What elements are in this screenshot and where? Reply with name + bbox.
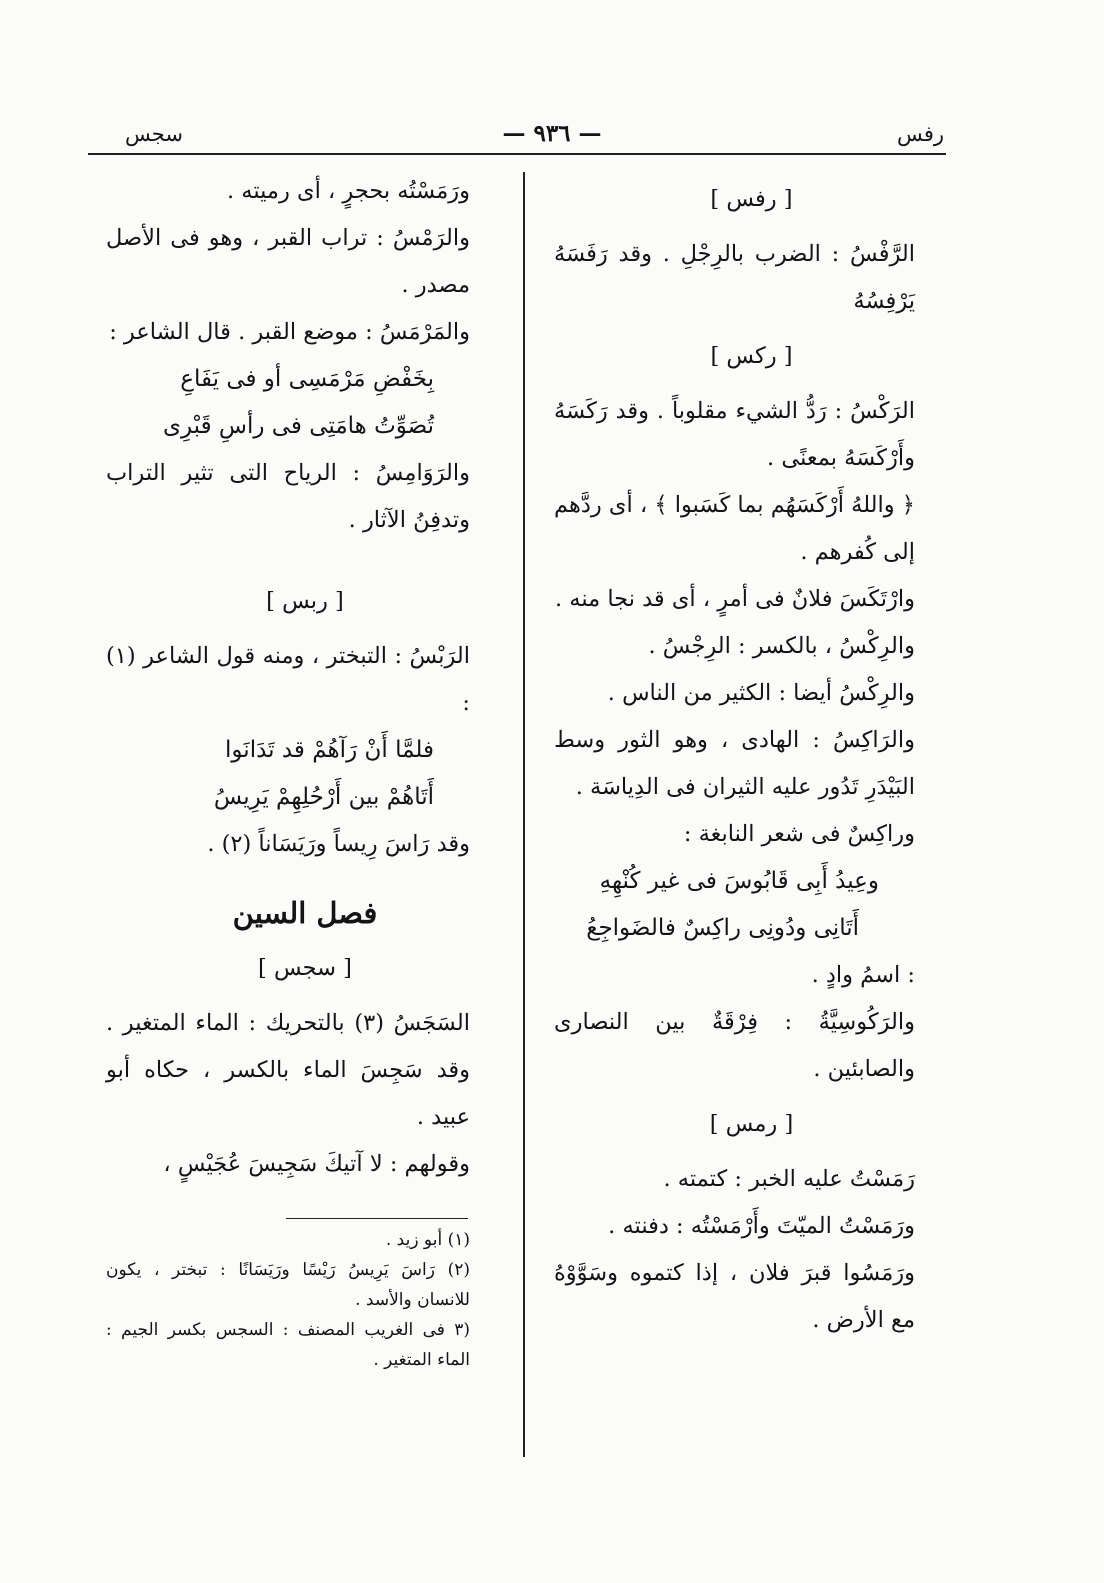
entry-paragraph: : اسمُ وادٍ . [811,962,915,988]
entry-paragraph: الرَكْسُ : رَدُّ الشيء مقلوباً . وقد رَكَسَهُ وأَرْكَسَهُ بمعنًى . [554,398,915,471]
section-title: فصل السين [232,896,378,930]
entry-paragraph: وارْتَكَسَ فلانٌ فى أمرٍ ، أى قد نجا منه . [554,586,915,612]
header-rule [88,153,946,155]
entry-paragraph: الرَبْسُ : التبختر ، ومنه قول الشاعر (١) : [106,643,470,716]
entry-paragraph: والرِكْسُ ، بالكسر : الرِجْسُ . [648,633,915,659]
running-head-left: سجس [125,122,183,146]
entry-heading: [ سجس ] [258,955,352,981]
entry-paragraph: والرَمْسُ : تراب القبر ، وهو فى الأصل مصدر . [106,225,470,298]
entry-paragraph: وقد رَاسَ رِيساً ورَيَسَاناً (٢) . [207,831,470,857]
entry-heading: [ رفس ] [710,186,793,212]
column-divider [523,172,525,1457]
entry-paragraph: والرِكْسُ أيضا : الكثير من الناس . [607,680,915,706]
footnote: (١) أبو زيد . [385,1230,470,1250]
entry-heading: [ ربس ] [266,588,344,614]
poetry-line: تُصَوِّتُ هامَتِى فى رأسِ قَبْرِى [162,413,434,439]
right-column [554,168,949,1344]
entry-heading: [ رمس ] [709,1111,794,1137]
footnote-rule [286,1218,468,1219]
footnote: (٢) رَاسَ يَرِيسُ رَيْسًا ورَيَسَانًا : تبختر ، يكون للانسان والأسد . [106,1260,470,1310]
poetry-line: أَتَاهُمْ بين أَرْحُلِهِمْ يَرِيسُ [213,784,434,810]
poetry-line: بِخَفْضِ مَرْمَسِى أو فى يَفَاعِ [180,366,434,392]
entry-paragraph: والمَرْمَسُ : موضع القبر . قال الشاعر : [109,319,470,345]
entry-paragraph: وراكِسٌ فى شعر النابغة : [683,821,915,847]
entry-paragraph: رَمَسْتُ عليه الخبر : كتمته . [663,1166,915,1192]
footnote: (٣ فى الغريب المصنف : السجس بكسر الجيم : الماء المتغير . [106,1320,470,1370]
left-column [106,168,504,1375]
entry-paragraph: السَجَسُ (٣) بالتحريك : الماء المتغير . وقد سَجِسَ الماء بالكسر ، حكاه أبو عبيد . [106,1010,470,1130]
entry-paragraph: ﴿ واللهُ أَرْكَسَهُم بما كَسَبوا ﴾ ، أى ردَّهم إلى كُفرهم . [554,492,915,565]
entry-paragraph: والرَاكِسُ : الهادى ، وهو الثور وسط البَيْدَرِ تَدُور عليه الثيران فى الدِياسَة . [554,727,915,800]
entry-paragraph: ورَمَسْتُ الميّتَ وأَرْمَسْتُه : دفنته . [608,1213,915,1239]
entry-paragraph: ورَمَسُوا قبرَ فلان ، إذا كتموه وسَوَّوْهُ مع الأرض . [554,1260,915,1333]
poetry-line: فلمَّا أَنْ رَآهُمْ قد تَدَانَوا [225,737,434,763]
page-number: — ٩٣٦ — [502,120,602,147]
poetry-line: أَتَانِى ودُونِى راكِسٌ فالضَواجِعُ [586,915,859,941]
entry-paragraph: وقولهم : لا آتيكَ سَجِيسَ عُجَيْسٍ ، [163,1151,470,1177]
spacer [106,544,504,570]
entry-paragraph: الرَّفْسُ : الضرب بالرِجْلِ . وقد رَفَسَهُ يَرْفِسُهُ [554,241,915,314]
entry-heading: [ ركس ] [710,343,793,369]
running-head-right: رفس [897,122,944,146]
entry-paragraph: والرَكُوسِيَّةُ : فِرْقَةٌ بين النصارى والصابئين . [554,1009,915,1082]
entry-paragraph: والرَوَامِسُ : الرياح التى تثير التراب وتدفِنُ الآثار . [106,460,470,533]
poetry-line: وعِيدُ أَبِى قَابُوسَ فى غير كُنْهِهِ [599,868,879,894]
entry-paragraph: ورَمَسْتُه بحجرٍ ، أى رميته . [226,178,470,204]
